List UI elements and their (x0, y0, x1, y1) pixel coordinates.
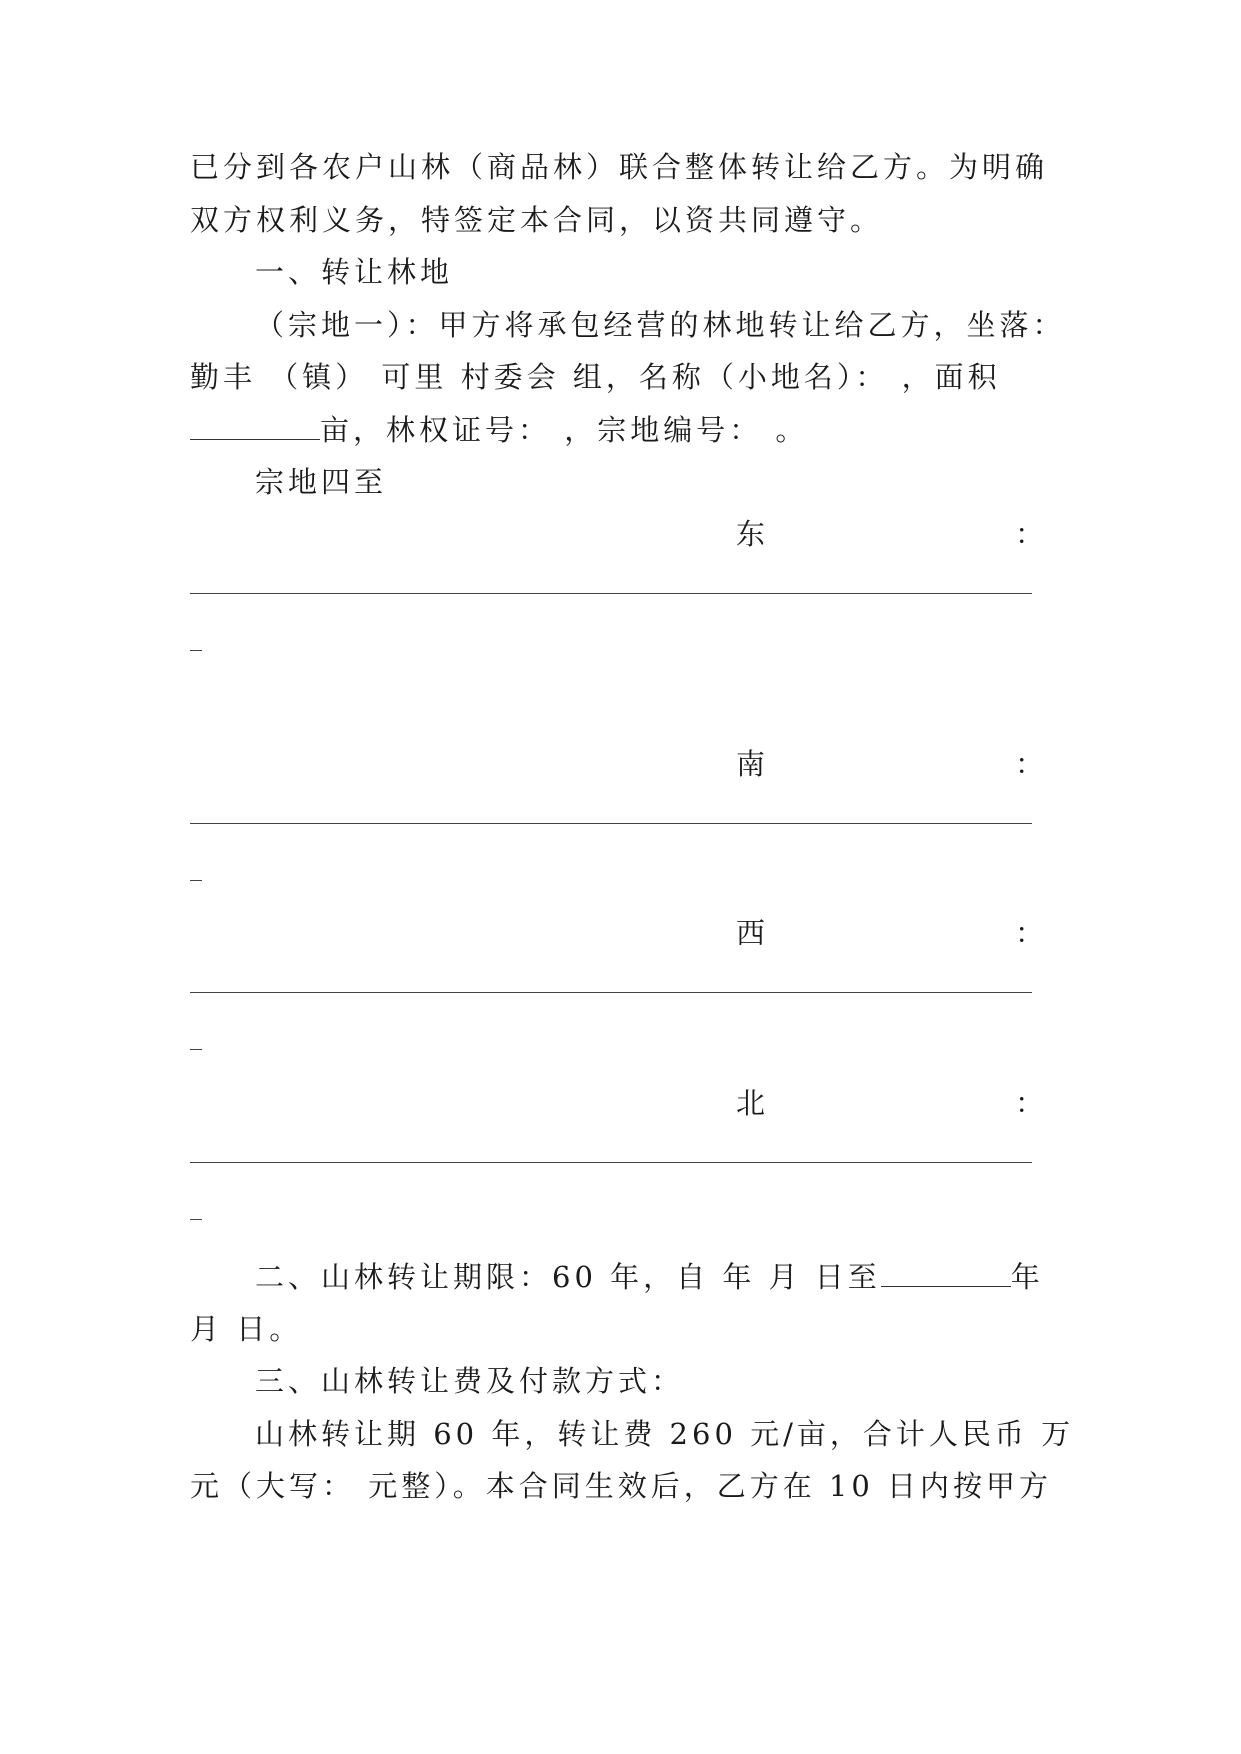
boundary-label-west: 西 (736, 916, 766, 950)
paragraph-line (255, 1256, 1044, 1297)
paragraph-text: 亩，林权证号： ，宗地编号： 。 (320, 413, 809, 447)
blank-line (190, 593, 1032, 594)
section-heading: 三、山林转让费及付款方式： (255, 1364, 685, 1398)
paragraph-line: 已分到各农户山林（商品林）联合整体转让给乙方。为明确 (190, 150, 1049, 184)
blank-field (881, 1256, 1011, 1287)
paragraph-text: 年 (1010, 1260, 1044, 1294)
blank-line (190, 823, 1032, 824)
blank-line-tail (190, 650, 202, 651)
blank-line (190, 992, 1032, 993)
paragraph-line: 元（大写： 元整）。本合同生效后，乙方在 10 日内按甲方 (190, 1469, 1053, 1503)
paragraph-line: 月 日。 (190, 1312, 303, 1346)
blank-line (190, 1162, 1032, 1163)
boundary-colon: ： (1015, 747, 1045, 781)
paragraph-line: 山林转让期 60 年，转让费 260 元/亩，合计人民币 万 (255, 1417, 1075, 1451)
paragraph-line: 勤丰 （镇） 可里 村委会 组，名称（小地名）： ，面积 (190, 360, 1001, 394)
boundary-label-south: 南 (736, 747, 766, 781)
paragraph-line: （宗地一）：甲方将承包经营的林地转让给乙方，坐落： (255, 308, 1066, 342)
boundary-colon: ： (1015, 1086, 1045, 1120)
paragraph-line (190, 409, 808, 450)
paragraph-line: 双方权利义务，特签定本合同，以资共同遵守。 (190, 203, 884, 237)
boundary-label-east: 东 (736, 517, 766, 551)
paragraph-text: 二、山林转让期限：60 年，自 年 月 日至 (255, 1260, 881, 1294)
boundary-colon: ： (1015, 916, 1045, 950)
section-heading: 一、转让林地 (255, 255, 454, 289)
boundary-colon: ： (1015, 517, 1045, 551)
blank-line-tail (190, 1219, 202, 1220)
section-heading: 宗地四至 (255, 465, 388, 499)
blank-field (190, 409, 320, 440)
blank-line-tail (190, 880, 202, 881)
boundary-label-north: 北 (736, 1086, 766, 1120)
blank-line-tail (190, 1049, 202, 1050)
